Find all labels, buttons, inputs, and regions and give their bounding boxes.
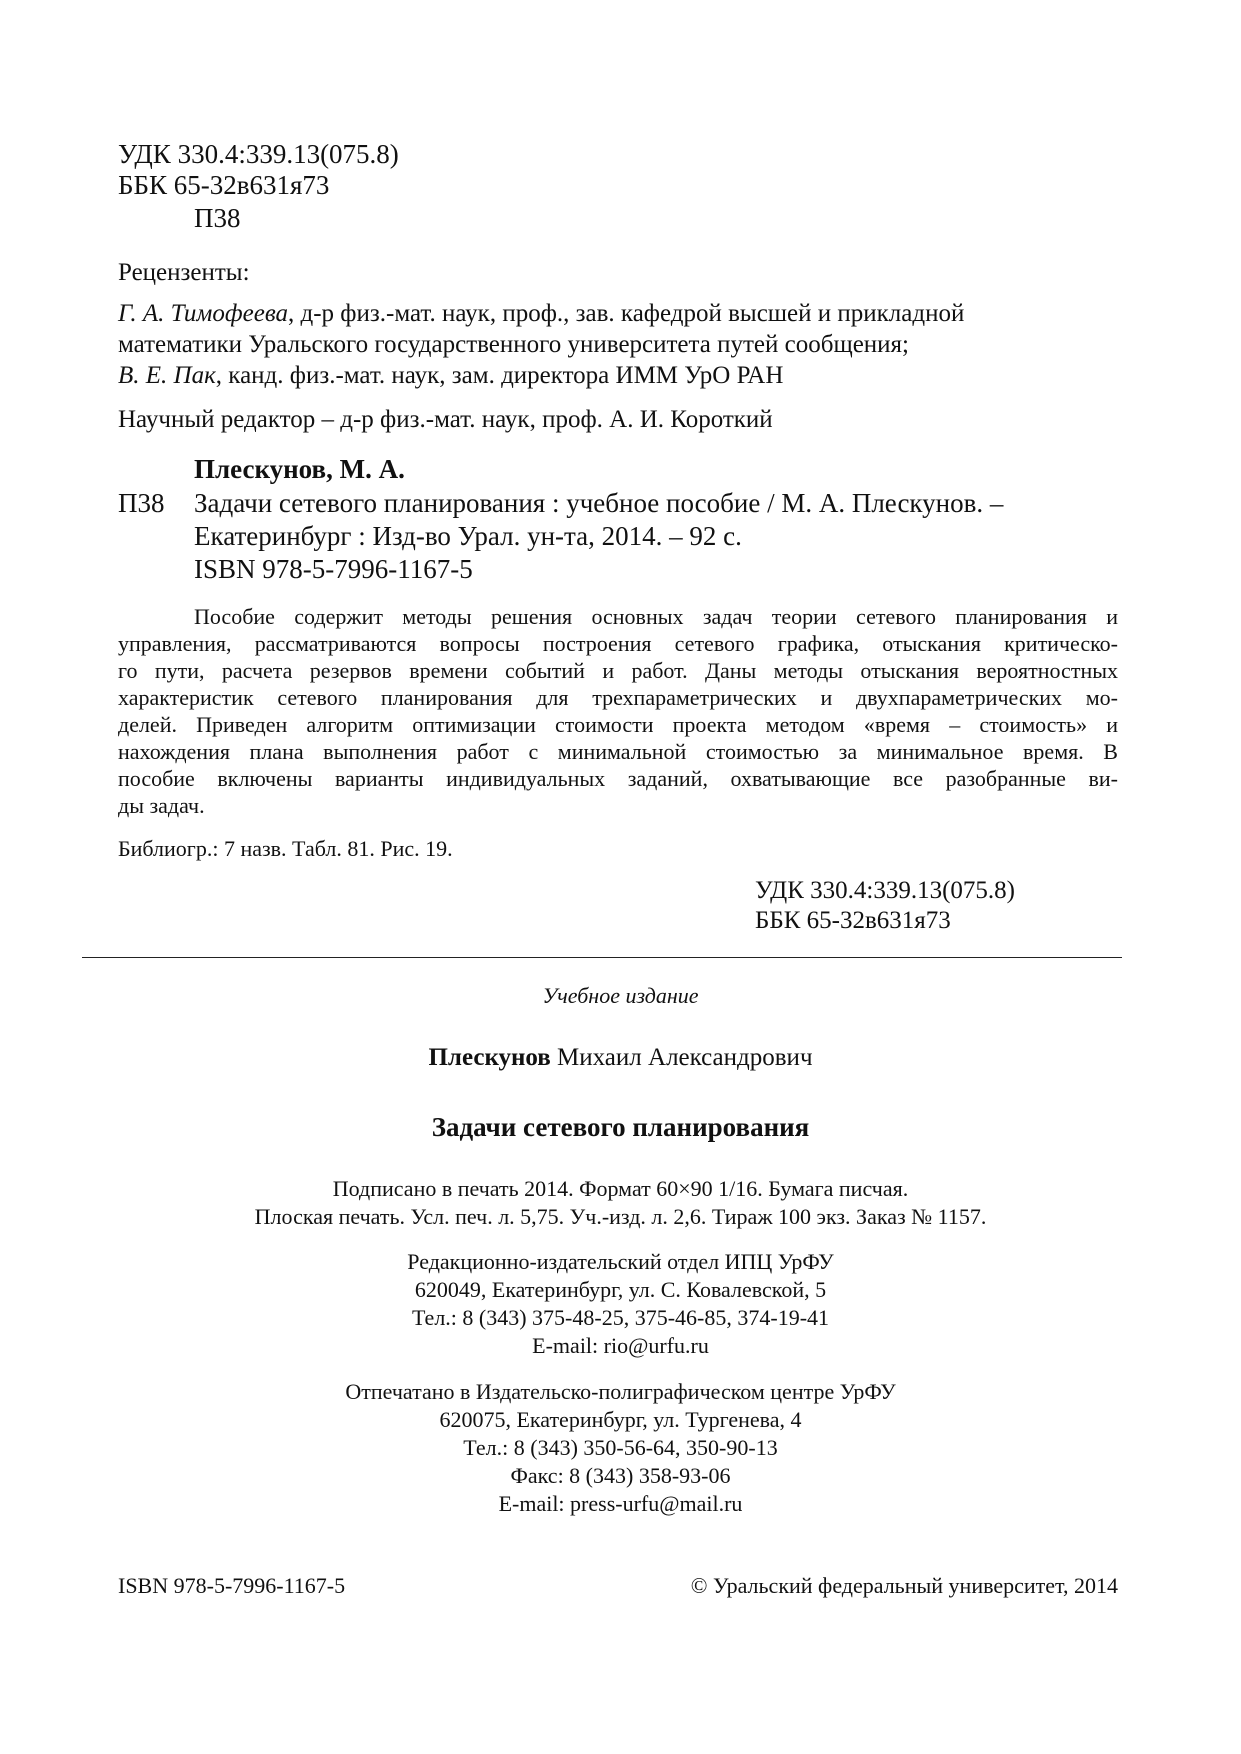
reviewer-1-line-2: математики Уральского государственного университета путей сообщения;	[118, 331, 910, 358]
reviewer-2-credentials: , канд. физ.-мат. наук, зам. директора ИММ УрО РАН	[215, 362, 784, 389]
print-details-line-2: Плоская печать. Усл. печ. л. 5,75. Уч.-изд. л. 2,6. Тираж 100 экз. Заказ № 1157.	[254, 1204, 987, 1229]
imprint-author-surname: Плескунов	[428, 1044, 551, 1071]
bib-author: Плескунов, М. А.	[194, 454, 405, 484]
editorial-dept-line: Редакционно-издательский отдел ИПЦ УрФУ	[407, 1249, 834, 1274]
abstract-line: нахождения плана выполнения работ с минимальной стоимостью за минимальное время. В	[118, 739, 1118, 764]
editorial-dept-line: Тел.: 8 (343) 375-48-25, 375-46-85, 374-19-41	[411, 1305, 830, 1330]
reviewer-1-name: Г. А. Тимофеева	[118, 300, 288, 327]
bib-mark: П38	[118, 488, 165, 518]
abstract-line: го пути, расчета резервов времени событий и работ. Даны методы отыскания вероятностных	[118, 658, 1118, 683]
bbk-code: ББК 65-32в631я73	[118, 170, 330, 200]
reviewer-2-line	[118, 360, 783, 392]
abstract-line: ды задач.	[118, 793, 205, 818]
bottom-isbn: ISBN 978-5-7996-1167-5	[118, 1573, 346, 1598]
reviewers-heading: Рецензенты:	[118, 259, 250, 286]
bib-line-1: Задачи сетевого планирования : учебное пособие / М. А. Плескунов. –	[194, 488, 1004, 518]
footer-udk-code: УДК 330.4:339.13(075.8)	[755, 877, 1015, 904]
edition-type: Учебное издание	[542, 983, 699, 1008]
scientific-editor: Научный редактор – д-р физ.-мат. наук, проф. А. И. Короткий	[118, 406, 773, 433]
author-mark: П38	[194, 203, 241, 233]
printing-center-line: E-mail: press-urfu@mail.ru	[498, 1491, 743, 1516]
abstract-line: делей. Приведен алгоритм оптимизации стоимости проекта методом «время – стоимость» и	[118, 712, 1118, 737]
bib-line-2: Екатеринбург : Изд-во Урал. ун-та, 2014. – 92 с.	[194, 521, 742, 551]
divider	[82, 957, 1122, 958]
abstract-line: Пособие содержит методы решения основных задач теории сетевого планирования и	[194, 604, 1118, 629]
bibliography-summary: Библиогр.: 7 назв. Табл. 81. Рис. 19.	[118, 836, 453, 861]
printing-center-line: 620075, Екатеринбург, ул. Тургенева, 4	[439, 1407, 802, 1432]
editorial-dept-line: E-mail: rio@urfu.ru	[532, 1333, 709, 1358]
imprint-author	[0, 1042, 1241, 1074]
abstract-line: управления, рассматриваются вопросы построения сетевого графика, отыскания критическо-	[118, 631, 1118, 656]
printing-center-line: Факс: 8 (343) 358-93-06	[510, 1463, 731, 1488]
copyright: © Уральский федеральный университет, 2014	[690, 1573, 1118, 1598]
printing-center-line: Тел.: 8 (343) 350-56-64, 350-90-13	[463, 1435, 778, 1460]
reviewer-2-name: В. Е. Пак	[118, 362, 216, 389]
reviewer-1-line-1	[118, 298, 1118, 330]
imprint-author-given: Михаил Александрович	[550, 1044, 813, 1071]
footer-bbk-code: ББК 65-32в631я73	[755, 907, 951, 934]
printing-center-line: Отпечатано в Издательско-полиграфическом центре УрФУ	[345, 1379, 896, 1404]
udk-code: УДК 330.4:339.13(075.8)	[118, 139, 399, 169]
print-details-line-1: Подписано в печать 2014. Формат 60×90 1/16. Бумага писчая.	[332, 1176, 909, 1201]
editorial-dept-line: 620049, Екатеринбург, ул. С. Ковалевской, 5	[414, 1277, 827, 1302]
reviewer-1-credentials: , д-р физ.-мат. наук, проф., зав. кафедрой высшей и прикладной	[288, 300, 965, 327]
abstract-line: характеристик сетевого планирования для трехпараметрических и двухпараметрических мо-	[118, 685, 1118, 710]
imprint-title: Задачи сетевого планирования	[431, 1112, 810, 1142]
bib-isbn: ISBN 978-5-7996-1167-5	[194, 554, 473, 584]
abstract-line: пособие включены варианты индивидуальных заданий, охватывающие все разобранные ви-	[118, 766, 1118, 791]
